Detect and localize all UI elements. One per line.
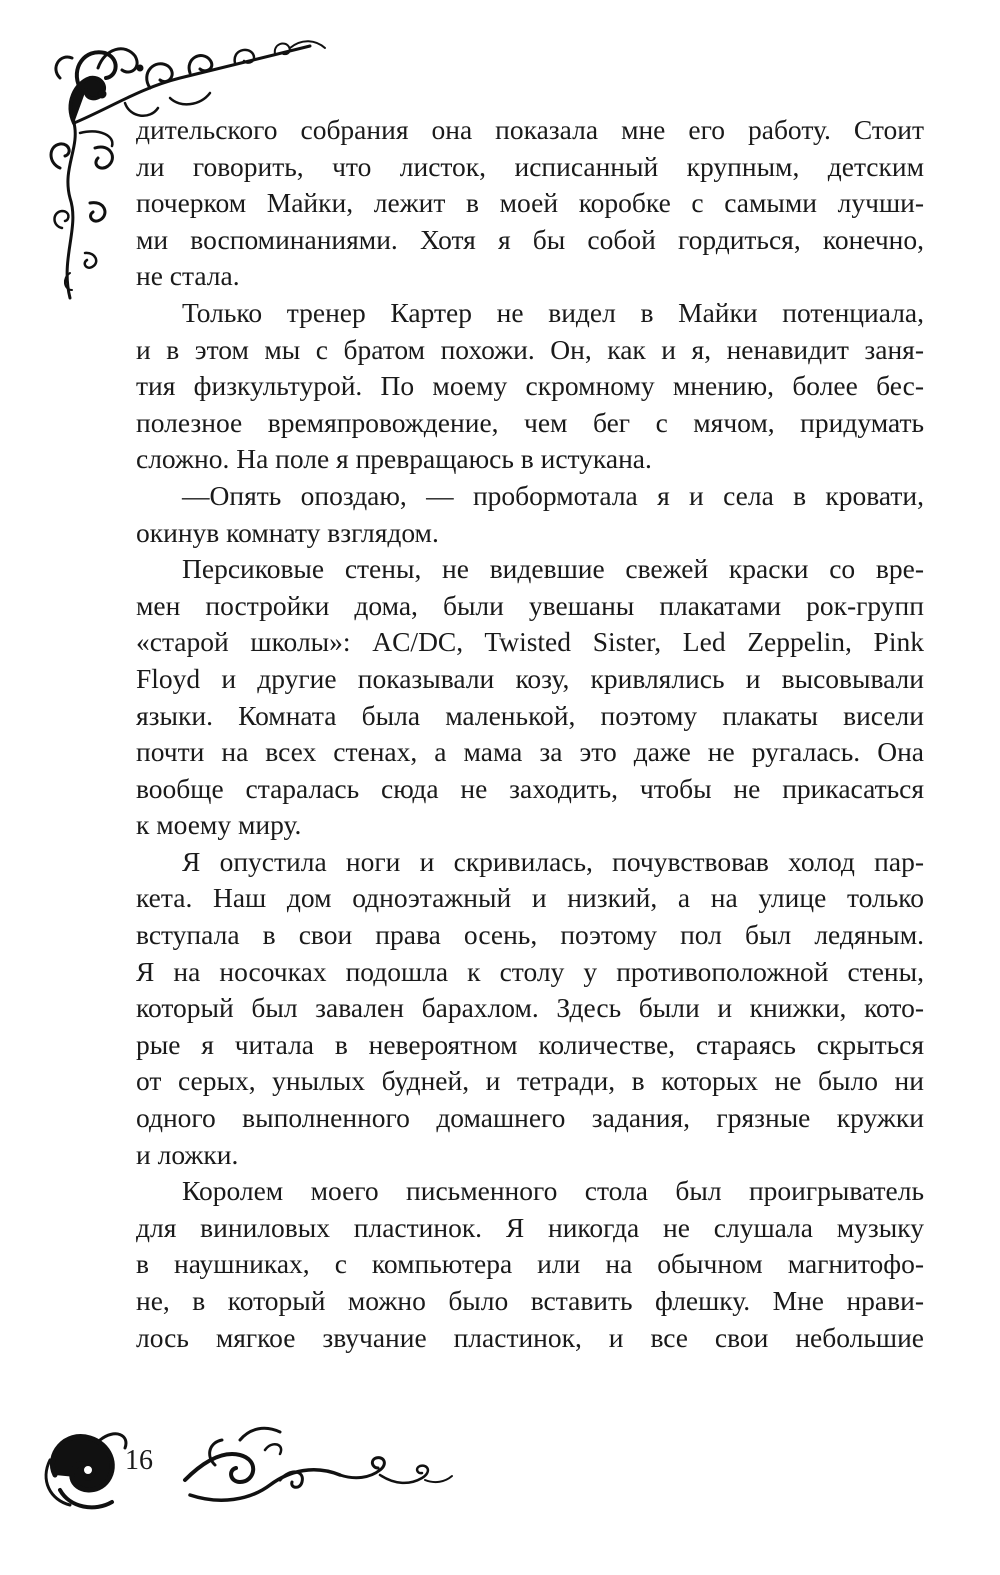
text-line: Королем моего письменного стола был проигрыватель <box>182 1175 924 1207</box>
text-line: сложно. На поле я превращаюсь в истукана. <box>136 443 652 475</box>
text-line: лось мягкое звучание пластинок, и все свои небольшие <box>136 1321 924 1353</box>
text-line: языки. Комната была маленькой, поэтому плакаты висели <box>136 699 924 731</box>
footer-ornament-icon <box>40 1420 460 1520</box>
text-line: вообще старалась сюда не заходить, чтобы не прикасаться <box>136 772 924 804</box>
text-line: Я опустила ноги и скривилась, почувствовав холод пар- <box>182 845 924 877</box>
text-line: ли говорить, что листок, исписанный крупным, детским <box>136 150 924 182</box>
text-line: —Опять опоздаю, — пробормотала я и села в кровати, <box>182 479 924 511</box>
text-line: Я на носочках подошла к столу у противоположной стены, <box>136 955 924 987</box>
text-line: ми воспоминаниями. Хотя я бы собой гордиться, конечно, <box>136 223 924 255</box>
text-line: к моему миру. <box>136 809 302 841</box>
text-line: который был завален барахлом. Здесь были и книжки, кото- <box>136 992 924 1024</box>
text-line: кета. Наш дом одноэтажный и низкий, а на улице только <box>136 882 924 914</box>
body-text <box>136 112 924 1356</box>
text-line: дительского собрания она показала мне его работу. Стоит <box>136 114 924 145</box>
text-line: не стала. <box>136 260 240 292</box>
page-number: 16 <box>125 1445 153 1476</box>
text-line: Только тренер Картер не видел в Майки потенциала, <box>182 296 924 328</box>
text-line: не, в который можно было вставить флешку. Мне нрави- <box>136 1285 924 1316</box>
text-line: рые я читала в невероятном количестве, стараясь скрыться <box>136 1028 924 1060</box>
text-line: и в этом мы с братом похожи. Он, как и я, ненавидит заня- <box>136 333 924 365</box>
text-line: для виниловых пластинок. Я никогда не слушала музыку <box>136 1211 924 1243</box>
text-line: в наушниках, с компьютера или на обычном магнитофо- <box>136 1248 924 1280</box>
text-line: мен постройки дома, были увешаны плакатами рок-групп <box>136 589 924 621</box>
text-line: Персиковые стены, не видевшие свежей краски со вре- <box>182 553 924 585</box>
text-line: тия физкультурой. По моему скромному мнению, более бес- <box>136 370 924 402</box>
text-line: «старой школы»: AC/DC, Twisted Sister, Led Zeppelin, Pink <box>136 626 924 658</box>
text-line: окинув комнату взглядом. <box>136 516 439 548</box>
text-line: вступала в свои права осень, поэтому пол был ледяным. <box>136 919 924 951</box>
text-line: одного выполненного домашнего задания, грязные кружки <box>136 1102 924 1134</box>
text-line: почти на всех стенах, а мама за это даже не ругалась. Она <box>136 736 924 768</box>
text-line: Floyd и другие показывали козу, кривлялись и высовывали <box>136 662 924 694</box>
text-line: полезное времяпровождение, чем бег с мячом, придумать <box>136 406 924 438</box>
text-line: от серых, унылых будней, и тетради, в которых не было ни <box>136 1065 924 1097</box>
text-line: и ложки. <box>136 1138 239 1170</box>
text-line: почерком Майки, лежит в моей коробке с самыми лучши- <box>136 187 924 219</box>
